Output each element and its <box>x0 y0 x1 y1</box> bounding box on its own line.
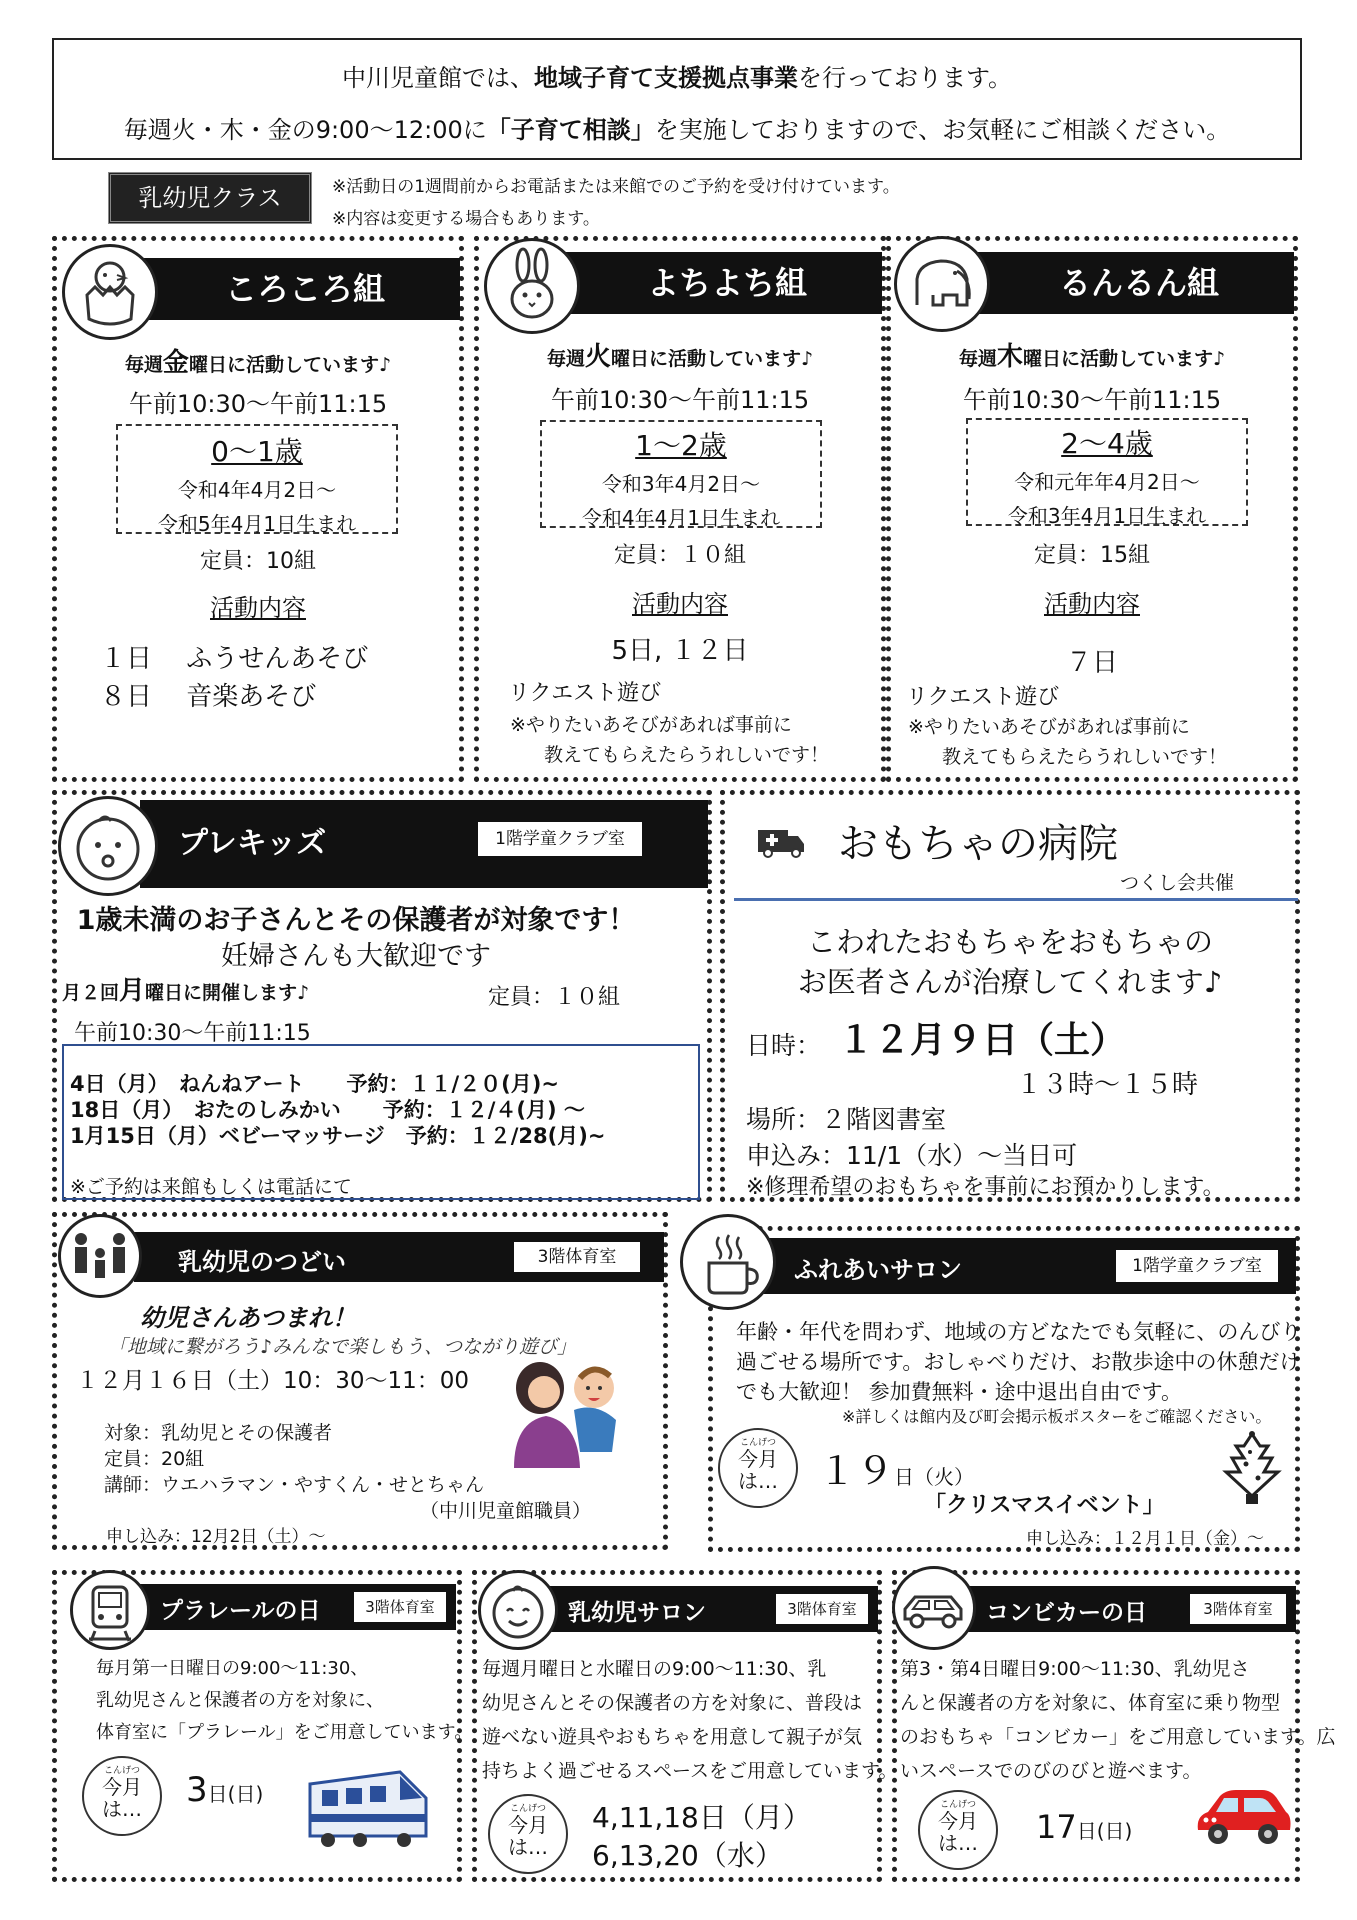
class-day: 毎週金曜日に活動しています♪ <box>124 348 392 378</box>
plarail-title-bar: プラレールの日 3階体育室 <box>130 1584 456 1630</box>
family-icon <box>58 1214 142 1298</box>
tsudoi-apply: 申し込み：12月2日（土）～ <box>106 1527 326 1547</box>
class-title-bar: るんるん組 <box>964 252 1294 314</box>
prekids-time: 午前10:30～午前11:15 <box>74 1021 311 1046</box>
plarail-desc-1: 毎月第一日曜日の9:00～11:30、 <box>96 1658 369 1679</box>
salon-day: １９日（火） <box>818 1449 975 1493</box>
note-2: ※内容は変更する場合もあります。 <box>332 209 600 229</box>
room-tag: 3階体育室 <box>512 1240 642 1274</box>
tsudoi-lecturer-2: （中川児童館職員） <box>420 1500 592 1522</box>
activity-dates: ７日 <box>1065 648 1118 678</box>
activity-label: 活動内容 <box>1044 590 1140 618</box>
salon-apply: 申し込み：１２月１日（金）～ <box>1026 1529 1264 1549</box>
baby-salon-days-1: 4,11,18日（月） <box>592 1801 811 1834</box>
prekids-lead-2: 妊婦さんも大歓迎です <box>221 941 491 972</box>
rabbit-icon <box>484 238 580 334</box>
prekids-capacity: 定員：１０組 <box>488 985 621 1010</box>
birth-range-2: 令和4年4月1日生まれ <box>581 506 781 530</box>
baby-salon-days-2: 6,13,20（水） <box>592 1839 783 1872</box>
baby-salon-title-bar: 乳幼児サロン 3階体育室 <box>540 1586 878 1632</box>
chick-icon <box>62 244 158 340</box>
birth-range-2: 令和5年4月1日生まれ <box>157 512 357 536</box>
salon-title-bar: ふれあいサロン 1階学童クラブ室 <box>752 1238 1296 1294</box>
salon-note: ※詳しくは館内及び町会掲示板ポスターをご確認ください。 <box>842 1407 1272 1426</box>
christmas-tree-icon <box>1220 1430 1284 1508</box>
room-tag: 3階体育室 <box>1188 1592 1288 1626</box>
schedule-note: ※ご予約は来館もしくは電話にて <box>70 1176 352 1198</box>
combicar-desc-1: 第3・第4日曜日9:00～11:30、乳幼児さ <box>900 1658 1250 1680</box>
toy-hospital-desc-1: こわれたおもちゃをおもちゃの <box>806 925 1213 959</box>
room-tag: 1階学童クラブ室 <box>1114 1248 1280 1284</box>
request-note-1: ※やりたいあそびがあれば事前に <box>908 716 1190 738</box>
age: 1～2歳 <box>635 429 727 462</box>
combicar-day: 17日(日) <box>1036 1808 1133 1846</box>
toy-hospital-title: おもちゃの病院 <box>838 821 1118 867</box>
baby-salon-desc-2: 幼児さんとその保護者の方を対象に、普段は <box>482 1692 863 1714</box>
birth-range-2: 令和3年4月1日生まれ <box>1007 504 1207 528</box>
car-icon <box>892 1566 976 1650</box>
header-box <box>52 38 1302 160</box>
toy-hospital-desc-2: お医者さんが治療してくれます♪ <box>797 965 1223 999</box>
baby-salon-desc-4: 持ちよく過ごせるスペースをご用意しています。 <box>482 1760 898 1782</box>
room-tag: 3階体育室 <box>352 1590 448 1624</box>
baby-salon-desc-3: 遊べない遊具やおもちゃを用意して親子が気 <box>482 1726 863 1748</box>
prekids-lead-1: 1歳未満のお子さんとその保護者が対象です！ <box>76 905 636 936</box>
train-illustration <box>304 1760 436 1852</box>
this-month-badge: こんげつ 今月 は… <box>718 1428 798 1508</box>
teacup-icon <box>680 1214 776 1310</box>
plarail-day: 3日(日) <box>186 1770 264 1810</box>
class-time: 午前10:30～午前11:15 <box>962 386 1222 414</box>
red-car-illustration <box>1192 1786 1294 1850</box>
plarail-desc-2: 乳幼児さんと保護者の方を対象に、 <box>96 1690 384 1711</box>
request-note-2: 教えてもらえたらうれしいです！ <box>942 746 1228 768</box>
combicar-desc-2: んと保護者の方を対象に、体育室に乗り物型 <box>900 1692 1281 1714</box>
schedule-row: 18日（月） おたのしみかい 予約：１２/４(月) ～ <box>70 1098 585 1122</box>
activity-1: １日 ふうせんあそび <box>100 644 369 674</box>
class-title-bar: ころころ組 <box>130 258 460 320</box>
toy-hospital-date-label: 日時： <box>746 1031 822 1060</box>
prekids-schedule-box <box>62 1044 700 1200</box>
divider <box>734 898 1298 901</box>
toy-hospital-time: １３時～１５時 <box>1016 1070 1199 1100</box>
train-icon <box>70 1570 150 1650</box>
baby-salon-desc-1: 毎週月曜日と水曜日の9:00～11:30、乳 <box>482 1658 827 1680</box>
age: 2～4歳 <box>1061 427 1153 460</box>
request-label: リクエスト遊び <box>906 685 1060 710</box>
baby-face-icon <box>58 796 158 896</box>
tsudoi-lecturer: 講師：ウエハラマン・やすくん・せとちゃん <box>104 1474 485 1496</box>
tsudoi-target: 対象：乳幼児とその保護者 <box>104 1422 333 1444</box>
class-label: 乳幼児クラス <box>108 172 312 224</box>
header-line-2: 毎週火・木・金の9:00～12:00に「子育て相談」を実施しておりますので、お気軽にご相談ください。 <box>123 116 1231 144</box>
activity-label: 活動内容 <box>210 594 306 622</box>
salon-desc-3: でも大歓迎！ 参加費無料・途中退出自由です。 <box>736 1380 1182 1404</box>
tsudoi-capacity: 定員：20組 <box>104 1448 205 1470</box>
toy-hospital-place: 場所：２階図書室 <box>746 1105 947 1134</box>
header-line-1: 中川児童館では、地域子育て支援拠点事業を行っております。 <box>341 64 1013 92</box>
toy-hospital-sponsor: つくし会共催 <box>1120 872 1235 894</box>
smiling-baby-icon <box>478 1570 558 1650</box>
ambulance-icon <box>756 824 806 858</box>
toy-hospital-date: １２月９日（土） <box>838 1020 1127 1061</box>
tsudoi-title-bar: 乳幼児のつどい 3階体育室 <box>134 1232 664 1282</box>
activity-dates: 5日, １２日 <box>611 636 749 666</box>
birth-range-1: 令和3年4月2日～ <box>601 472 761 496</box>
schedule-row: 4日（月） ねんねアート 予約：１１/２０(月)~ <box>70 1072 559 1096</box>
mother-child-illustration <box>500 1352 632 1470</box>
combicar-desc-4: いスペースでのびのびと遊べます。 <box>900 1760 1202 1782</box>
birth-range-1: 令和4年4月2日～ <box>177 478 337 502</box>
prekids-title-bar: プレキッズ 1階学童クラブ室 <box>140 800 708 888</box>
this-month-badge: こんげつ 今月 は… <box>488 1794 568 1874</box>
prekids-day: 月２回月曜日に開催します♪ <box>62 976 310 1006</box>
elephant-icon <box>894 236 990 332</box>
capacity: 定員：15組 <box>1034 543 1150 568</box>
class-day: 毎週火曜日に活動しています♪ <box>546 342 814 372</box>
salon-desc-2: 過ごせる場所です。おしゃべりだけ、お散歩途中の休憩だけ <box>736 1350 1301 1374</box>
class-day: 毎週木曜日に活動しています♪ <box>958 342 1226 372</box>
request-note-1: ※やりたいあそびがあれば事前に <box>510 714 792 736</box>
capacity: 定員：１０組 <box>613 543 746 568</box>
class-time: 午前10:30～午前11:15 <box>550 386 810 414</box>
room-tag: 1階学童クラブ室 <box>476 820 644 858</box>
age: 0～1歳 <box>211 435 303 468</box>
room-tag: 3階体育室 <box>774 1592 870 1626</box>
birth-range-1: 令和元年年4月2日～ <box>1014 470 1200 494</box>
activity-2: ８日 音楽あそび <box>100 682 317 712</box>
schedule-row: 1月15日（月）ベビーマッサージ 予約：１２/28(月)~ <box>70 1124 606 1148</box>
class-title-bar: よちよち組 <box>552 252 882 314</box>
plarail-desc-3: 体育室に「プラレール」をご用意しています。 <box>96 1722 473 1743</box>
request-note-2: 教えてもらえたらうれしいです！ <box>544 744 830 766</box>
tsudoi-date: １２月１６日（土）10：30～11：00 <box>76 1368 470 1394</box>
note-1: ※活動日の1週間前からお電話または来館でのご予約を受け付けています。 <box>332 177 900 197</box>
salon-desc-1: 年齢・年代を問わず、地域の方どなたでも気軽に、のんびり <box>736 1320 1302 1344</box>
combicar-desc-3: のおもちゃ「コンビカー」をご用意しています。広 <box>900 1726 1336 1748</box>
this-month-badge: こんげつ 今月 は… <box>82 1756 162 1836</box>
toy-hospital-apply: 申込み：11/1（水）～当日可 <box>746 1141 1078 1170</box>
activity-label: 活動内容 <box>632 590 728 618</box>
tsudoi-catch: 幼児さんあつまれ！ <box>140 1304 356 1332</box>
request-label: リクエスト遊び <box>508 681 662 706</box>
capacity: 定員：10組 <box>200 549 316 574</box>
toy-hospital-note: ※修理希望のおもちゃを事前にお預かりします。 <box>746 1175 1225 1200</box>
combicar-title-bar: コンビカーの日 3階体育室 <box>960 1586 1296 1632</box>
salon-event: 「クリスマスイベント」 <box>924 1493 1165 1518</box>
this-month-badge: こんげつ 今月 は… <box>918 1790 998 1870</box>
tsudoi-sub: 「地域に繋がろう♪みんなで楽しもう、つながり遊び」 <box>108 1336 577 1358</box>
class-time: 午前10:30～午前11:15 <box>128 390 388 418</box>
